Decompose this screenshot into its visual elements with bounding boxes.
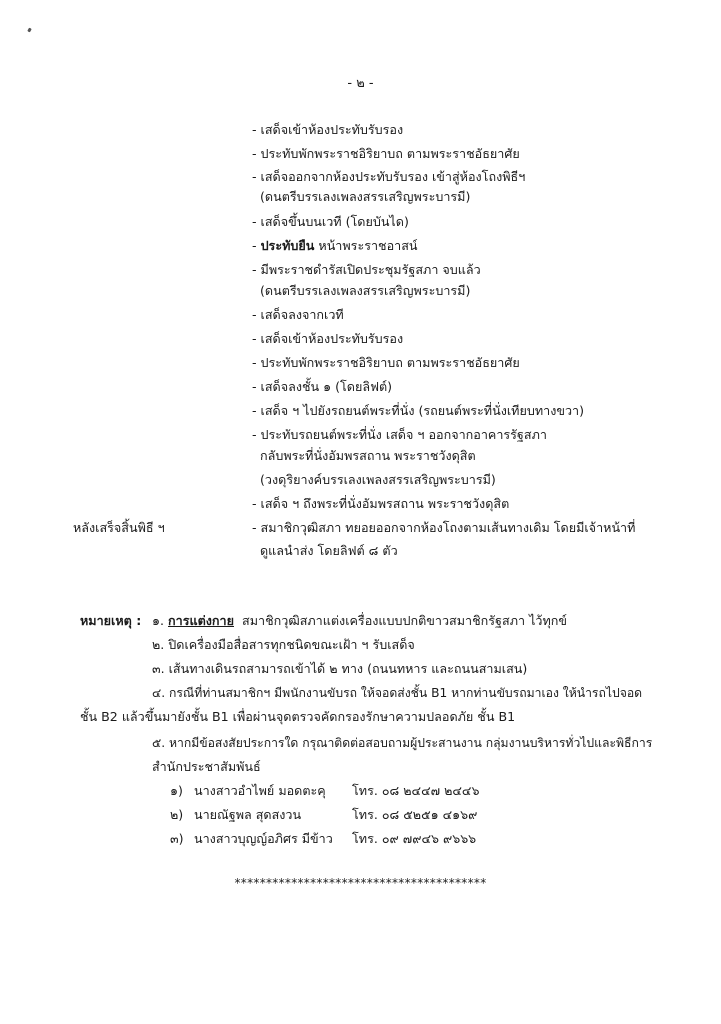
schedule-item: - เสด็จ ฯ ถึงพระที่นั่งอัมพรสถาน พระราชวังดุสิต [252,496,510,511]
schedule-item-stand [252,237,418,255]
contact-name: นางสาวบุญญ์อภิศร มีข้าว [194,831,333,846]
contact-phone: โทร. ๐๙ ๗๙๔๖ ๙๖๖๖ [352,831,477,846]
after-ceremony-label: หลังเสร็จสิ้นพิธี ฯ [73,520,165,535]
contact-number: ๒) [170,807,184,822]
schedule-item: - เสด็จลงชั้น ๑ (โดยลิฟต์) [252,379,393,394]
separator: **************************************** [234,876,487,890]
note-1-number: ๑. [152,613,164,628]
contact-number: ๓) [170,831,184,846]
schedule-item: - ประทับรถยนต์พระที่นั่ง เสด็จ ฯ ออกจากอาคารรัฐสภา [252,427,547,442]
note-4-line-2: ชั้น B2 แล้วขึ้นมายังชั้น B1 เพื่อผ่านจุดตรวจคัดกรองรักษาความปลอดภัย ชั้น B1 [80,709,516,724]
after-ceremony-line: - สมาชิกวุฒิสภา ทยอยออกจากห้องโถงตามเส้นทางเดิม โดยมีเจ้าหน้าที่ [252,520,636,535]
schedule-item: - ประทับพักพระราชอิริยาบถ ตามพระราชอัธยาศัย [252,355,520,370]
schedule-item: (ดนตรีบรรเลงเพลงสรรเสริญพระบารมี) [260,283,471,298]
contact-phone: โทร. ๐๘ ๕๒๕๑ ๔๑๖๙ [352,807,478,822]
contact-name: นายณัฐพล สุดสงวน [194,807,302,822]
note-3: ๓. เส้นทางเดินรถสามารถเข้าได้ ๒ ทาง (ถนนทหาร และถนนสามเสน) [152,661,528,676]
page-number: - ๒ - [347,76,374,91]
stand-rest-text: หน้าพระราชอาสน์ [318,238,418,253]
scan-speck [27,28,32,33]
schedule-item: - เสด็จออกจากห้องประทับรับรอง เข้าสู่ห้องโถงพิธีฯ [252,169,526,184]
schedule-item: - เสด็จลงจากเวที [252,307,344,322]
contact-name: นางสาวอำไพย์ มอดตะคุ [194,783,326,798]
schedule-item: กลับพระที่นั่งอัมพรสถาน พระราชวังดุสิต [260,448,476,463]
dash: - [252,238,261,253]
stand-bold-text: ประทับยืน [260,238,315,253]
note-1-text: สมาชิกวุฒิสภาแต่งเครื่องแบบปกติขาวสมาชิกรัฐสภา ไว้ทุกข์ [242,613,568,628]
note-1-heading: การแต่งกาย [168,613,234,628]
contact-phone: โทร. ๐๘ ๒๔๔๗ ๒๔๔๖ [352,783,480,798]
contact-number: ๑) [170,783,183,798]
note-4-line-1: ๔. กรณีที่ท่านสมาชิกฯ มีพนักงานขับรถ ให้จอดส่งชั้น B1 หากท่านขับรถมาเอง ให้นำรถไปจอด [152,686,643,700]
schedule-item: (วงดุริยางค์บรรเลงเพลงสรรเสริญพระบารมี) [260,472,496,487]
schedule-item: - ประทับพักพระราชอิริยาบถ ตามพระราชอัธยาศัย [252,146,520,161]
note-2: ๒. ปิดเครื่องมือสื่อสารทุกชนิดขณะเฝ้า ฯ รับเสด็จ [152,637,415,652]
schedule-item: - เสด็จขึ้นบนเวที (โดยบันได) [252,214,409,229]
note-1 [152,612,567,630]
notes-label: หมายเหตุ : [80,613,142,628]
schedule-item: - เสด็จ ฯ ไปยังรถยนต์พระที่นั่ง (รถยนต์พระที่นั่งเทียบทางขวา) [252,403,585,418]
after-ceremony-line: ดูแลนำส่ง โดยลิฟต์ ๘ ตัว [260,543,398,558]
schedule-item: - มีพระราชดำรัสเปิดประชุมรัฐสภา จบแล้ว [252,262,481,277]
schedule-item: (ดนตรีบรรเลงเพลงสรรเสริญพระบารมี) [260,189,471,204]
schedule-item: - เสด็จเข้าห้องประทับรับรอง [252,122,404,137]
note-5-line-2: สำนักประชาสัมพันธ์ [152,759,261,774]
note-5-line-1: ๕. หากมีข้อสงสัยประการใด กรุณาติดต่อสอบถามผู้ประสานงาน กลุ่มงานบริหารทั่วไปและพิธีการ [152,736,653,750]
schedule-item: - เสด็จเข้าห้องประทับรับรอง [252,331,404,346]
